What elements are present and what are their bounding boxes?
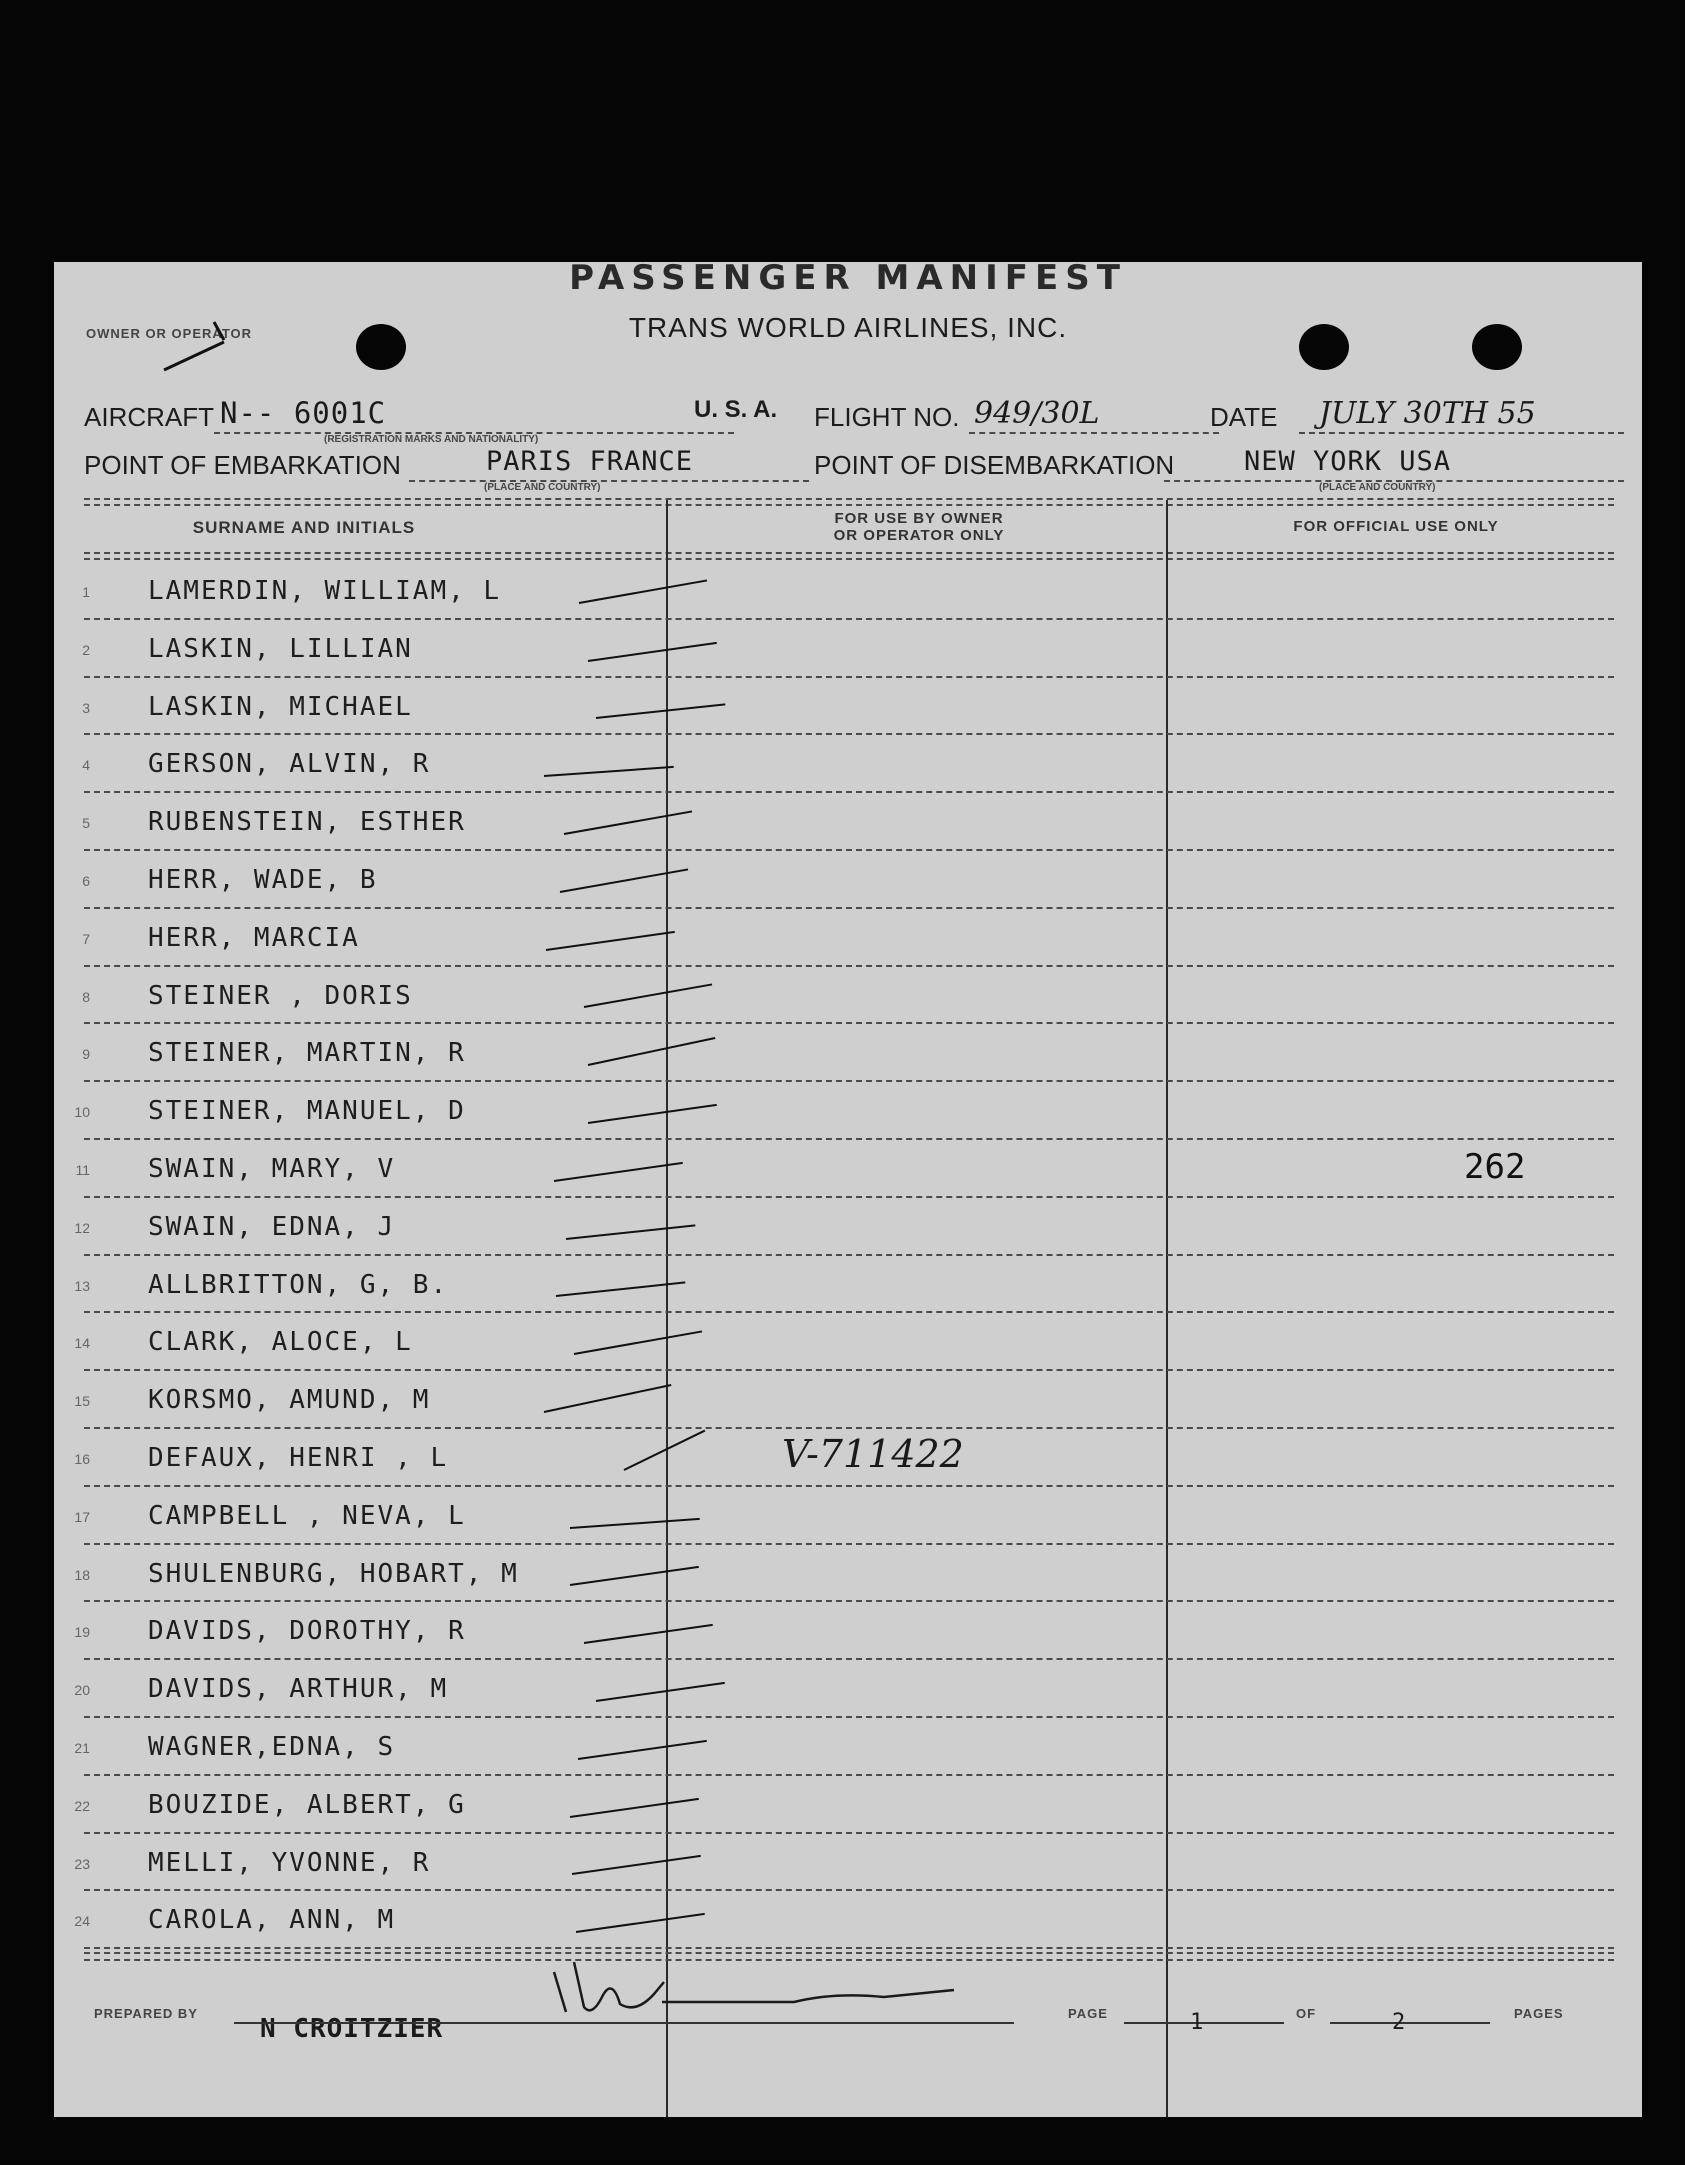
table-row [54,909,1642,967]
check-mark [570,1798,699,1818]
check-mark [560,868,688,893]
aircraft-label: AIRCRAFT [84,402,214,432]
prepared-by-label: PREPARED BY [94,2006,198,2021]
table-row [54,562,1642,620]
page-value: 1 [1190,2010,1205,2035]
passenger-name: SWAIN, MARY, V [148,1154,396,1184]
row-number: 3 [82,699,90,716]
flight-label: FLIGHT NO. [814,402,960,432]
row-number: 19 [74,1624,90,1641]
table-row [54,1602,1642,1660]
row-number: 21 [74,1740,90,1756]
table-row [54,1545,1642,1603]
table-row [54,1718,1642,1776]
check-mark [579,579,707,604]
passenger-name: CAROLA, ANN, M [148,1905,396,1936]
row-number: 15 [74,1393,90,1410]
passenger-name: SWAIN, EDNA, J [148,1211,396,1242]
passenger-name: GERSON, ALVIN, R [148,749,431,780]
manifest-sheet [54,262,1642,2117]
table-row [54,1140,1642,1198]
aircraft-value: N-- 6001C [220,396,387,430]
header-bottom-rule-1 [84,552,1614,554]
passenger-name: BOUZIDE, ALBERT, G [148,1789,466,1820]
embarkation-value: PARIS FRANCE [486,446,694,477]
row-number: 8 [82,988,90,1005]
check-mark [554,1162,683,1182]
row-number: 22 [74,1797,90,1814]
disembarkation-label: POINT OF DISEMBARKATION [814,450,1175,480]
passenger-name: STEINER, MANUEL, D [148,1096,466,1127]
check-mark [556,1282,685,1298]
of-value: 2 [1392,2010,1407,2035]
table-row [54,1024,1642,1082]
column-header-owner-2: OR OPERATOR ONLY [833,527,1005,544]
passenger-name: CAMPBELL , NEVA, L [148,1500,466,1531]
check-mark [574,1331,702,1356]
header-bottom-rule-2 [84,558,1614,560]
row-number: 24 [74,1913,90,1930]
usa-label: U. S. A. [694,396,778,423]
table-row [54,620,1642,678]
of-label: OF [1296,2006,1317,2021]
preparer-signature [544,1942,994,2042]
check-mark [572,1855,701,1875]
passenger-name: CLARK, ALOCE, L [148,1327,413,1358]
date-underline [1299,432,1624,434]
passenger-name: WAGNER,EDNA, S [148,1732,396,1762]
passenger-name: STEINER, MARTIN, R [148,1038,466,1069]
check-mark [578,1740,707,1760]
table-row [54,1834,1642,1892]
column-header-surname: SURNAME AND INITIALS [192,518,416,537]
table-row [54,1487,1642,1545]
registration-note: (REGISTRATION MARKS AND NATIONALITY) [324,434,539,445]
table-row [54,1256,1642,1314]
table-row [54,1198,1642,1256]
table-row [54,678,1642,736]
row-number: 11 [75,1162,90,1178]
check-mark [596,704,725,720]
passenger-name: ALLBRITTON, G, B. [148,1269,449,1300]
passenger-name: MELLI, YVONNE, R [148,1847,431,1878]
table-top-rule-2 [84,504,1614,506]
row-number: 4 [82,757,90,774]
embarkation-label: POINT OF EMBARKATION [84,450,401,480]
check-mark [564,810,692,835]
table-row [54,1371,1642,1429]
table-row [54,1891,1642,1949]
row-number: 14 [74,1335,90,1352]
passenger-name: HERR, MARCIA [148,922,360,953]
check-mark [584,1624,713,1644]
row-number: 12 [74,1219,90,1236]
check-mark [544,1384,672,1413]
row-number: 6 [82,873,90,889]
owner-label: OWNER OR OPERATOR [86,326,253,341]
of-underline [1330,2022,1490,2024]
check-mark [570,1566,699,1586]
flight-value: 949/30L [974,396,1100,431]
disembarkation-value: NEW YORK USA [1244,446,1452,477]
check-mark [596,1682,725,1702]
row-number: 5 [82,815,90,832]
check-mark [584,984,712,1009]
check-mark [544,766,674,777]
flight-underline [969,432,1219,434]
prepared-by-value: N CROITZIER [260,2014,444,2044]
owner-scribble-mark [154,312,294,382]
table-row [54,1660,1642,1718]
official-number-row11: 262 [1464,1147,1526,1187]
embarkation-underline [409,480,809,482]
row-number: 18 [74,1566,90,1583]
row-number: 7 [82,930,90,947]
passenger-name: DAVIDS, ARTHUR, M [148,1674,449,1705]
table-row [54,851,1642,909]
passenger-name: RUBENSTEIN, ESTHER [148,807,466,838]
column-header-official: FOR OFFICIAL USE ONLY [1293,518,1499,535]
check-mark [588,1104,717,1124]
row-number: 10 [74,1104,90,1121]
check-mark [624,1429,706,1470]
row-number: 2 [82,641,90,658]
date-label: DATE [1210,402,1278,432]
page-label: PAGE [1068,2006,1108,2021]
table-row [54,1313,1642,1371]
table-row [54,1776,1642,1834]
check-mark [576,1913,705,1933]
table-top-rule-1 [84,498,1614,500]
passenger-name: HERR, WADE, B [148,865,378,895]
passenger-name: DAVIDS, DOROTHY, R [148,1616,466,1647]
table-row [54,967,1642,1025]
check-mark [570,1518,700,1529]
place-note-disembarkation: (PLACE AND COUNTRY) [1319,482,1436,493]
check-mark [566,1224,695,1240]
row-number: 9 [82,1046,90,1063]
date-value: JULY 30TH 55 [1319,396,1536,431]
check-mark [588,642,717,662]
pages-label: PAGES [1514,2006,1564,2021]
passenger-name: KORSMO, AMUND, M [148,1385,431,1416]
row-number: 20 [74,1682,90,1699]
passenger-name: DEFAUX, HENRI , L [148,1443,449,1473]
check-mark [588,1037,716,1066]
check-mark [546,931,675,951]
airline-name: TRANS WORLD AIRLINES, INC. [628,312,1068,343]
ticket-annotation-row16: V-711422 [782,1432,964,1476]
table-row [54,735,1642,793]
passenger-name: LAMERDIN, WILLIAM, L [148,576,502,606]
passenger-name: SHULENBURG, HOBART, M [148,1558,519,1589]
row-number: 13 [74,1277,90,1294]
row-number: 17 [74,1508,90,1525]
passenger-name: LASKIN, MICHAEL [148,691,413,722]
row-number: 16 [74,1451,90,1467]
row-number: 23 [74,1855,90,1872]
passenger-name: STEINER , DORIS [148,980,413,1011]
place-note-embarkation: (PLACE AND COUNTRY) [484,482,601,493]
table-row [54,793,1642,851]
table-row [54,1082,1642,1140]
manifest-title: PASSENGER MANIFEST [569,262,1127,298]
column-header-owner-1: FOR USE BY OWNER [834,510,1004,527]
passenger-name: LASKIN, LILLIAN [148,633,413,664]
row-number: 1 [82,584,90,600]
